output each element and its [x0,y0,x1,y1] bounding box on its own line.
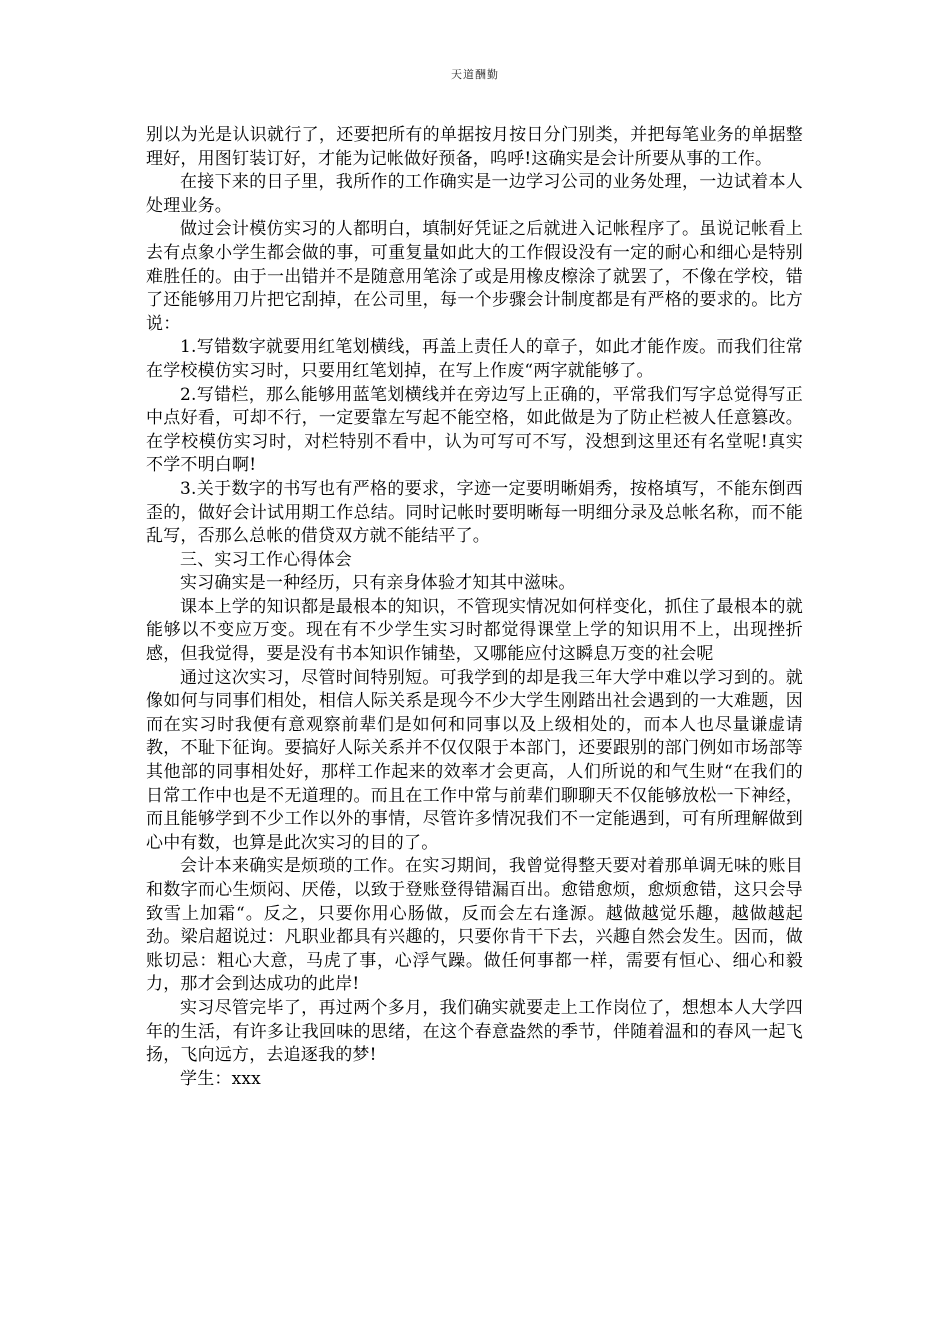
paragraph-1: 别以为光是认识就行了，还要把所有的单据按月按日分门别类，并把每笔业务的单据整理好，用图钉装订好，才能为记帐做好预备，呜呼!这确实是会计所要从事的工作。 [146,125,803,169]
paragraph-3: 做过会计模仿实习的人都明白，填制好凭证之后就进入记帐程序了。虽说记帐看上去有点象小学生都会做的事，可重复量如此大的工作假设没有一定的耐心和细心是特别难胜任的。由于一出错并不是随意用笔涂了或是用橡皮檫涂了就罢了，不像在学校，错了还能够用刀片把它刮掉，在公司里，每一个步骤会计制度都是有严格的要求的。比方说： [146,219,803,334]
paragraph-4-rule-1: 1.写错数字就要用红笔划横线，再盖上责任人的章子，如此才能作废。而我们往常在学校模仿实习时，只要用红笔划掉，在写上作废“两字就能够了。 [146,337,803,381]
paragraph-11: 会计本来确实是烦琐的工作。在实习期间，我曾觉得整天要对着那单调无味的账目和数字而心生烦闷、厌倦，以致于登账登得错漏百出。愈错愈烦，愈烦愈错，这只会导致雪上加霜“。反之，只要你用心肠做，反而会左右逢源。越做越觉乐趣，越做越起劲。梁启超说过：凡职业都具有兴趣的，只要你肯干下去，兴趣自然会发生。因而，做账切忌：粗心大意，马虎了事，心浮气躁。做任何事都一样，需要有恒心、细心和毅力，那才会到达成功的此岸! [146,856,803,995]
paragraph-8: 实习确实是一种经历，只有亲身体验才知其中滋味。 [180,573,576,594]
paragraph-6-rule-3: 3.关于数字的书写也有严格的要求，字迹一定要明晰娟秀，按格填写，不能东倒西歪的，做好会计试用期工作总结。同时记帐时要明晰每一明细分录及总帐名称，而不能乱写，否那么总帐的借贷双方就不能结平了。 [146,478,803,547]
paragraph-12: 实习尽管完毕了，再过两个多月，我们确实就要走上工作岗位了，想想本人大学四年的生活，有许多让我回味的思绪，在这个春意盎然的季节，伴随着温和的春风一起飞扬，飞向远方，去追逐我的梦! [146,997,803,1066]
page-header: 天道酬勤 [451,68,499,81]
paragraph-2: 在接下来的日子里，我所作的工作确实是一边学习公司的业务处理，一边试着本人处理业务。 [146,172,803,216]
document-body [146,124,803,1091]
paragraph-9: 课本上学的知识都是最根本的知识，不管现实情况如何样变化，抓住了最根本的就能够以不变应万变。现在有不少学生实习时都觉得课堂上学的知识用不上，出现挫折感，但我觉得，要是没有书本知识作铺垫，又哪能应付这瞬息万变的社会呢 [146,596,803,665]
paragraph-10: 通过这次实习，尽管时间特别短。可我学到的却是我三年大学中难以学习到的。就像如何与同事们相处，相信人际关系是现今不少大学生刚踏出社会遇到的一大难题，因而在实习时我便有意观察前辈们是如何和同事以及上级相处的，而本人也尽量谦虚请教，不耻下征询。要搞好人际关系并不仅仅限于本部门，还要跟别的部门例如市场部等其他部的同事相处好，那样工作起来的效率才会更高，人们所说的和气生财“在我们的日常工作中也是不无道理的。而且在工作中常与前辈们聊聊天不仅能够放松一下神经，而且能够学到不少工作以外的事情，尽管许多情况我们不一定能遇到，可有所理解做到心中有数，也算是此次实习的目的了。 [146,667,803,853]
signature-line: 学生：xxx [180,1068,261,1089]
section-heading: 三、实习工作心得体会 [180,549,352,570]
paragraph-5-rule-2: 2.写错栏，那么能够用蓝笔划横线并在旁边写上正确的，平常我们写字总觉得写正中点好看，可却不行，一定要靠左写起不能空格，如此做是为了防止栏被人任意篡改。在学校模仿实习时，对栏特别不看中，认为可写可不写，没想到这里还有名堂呢!真实不学不明白啊! [146,384,803,476]
